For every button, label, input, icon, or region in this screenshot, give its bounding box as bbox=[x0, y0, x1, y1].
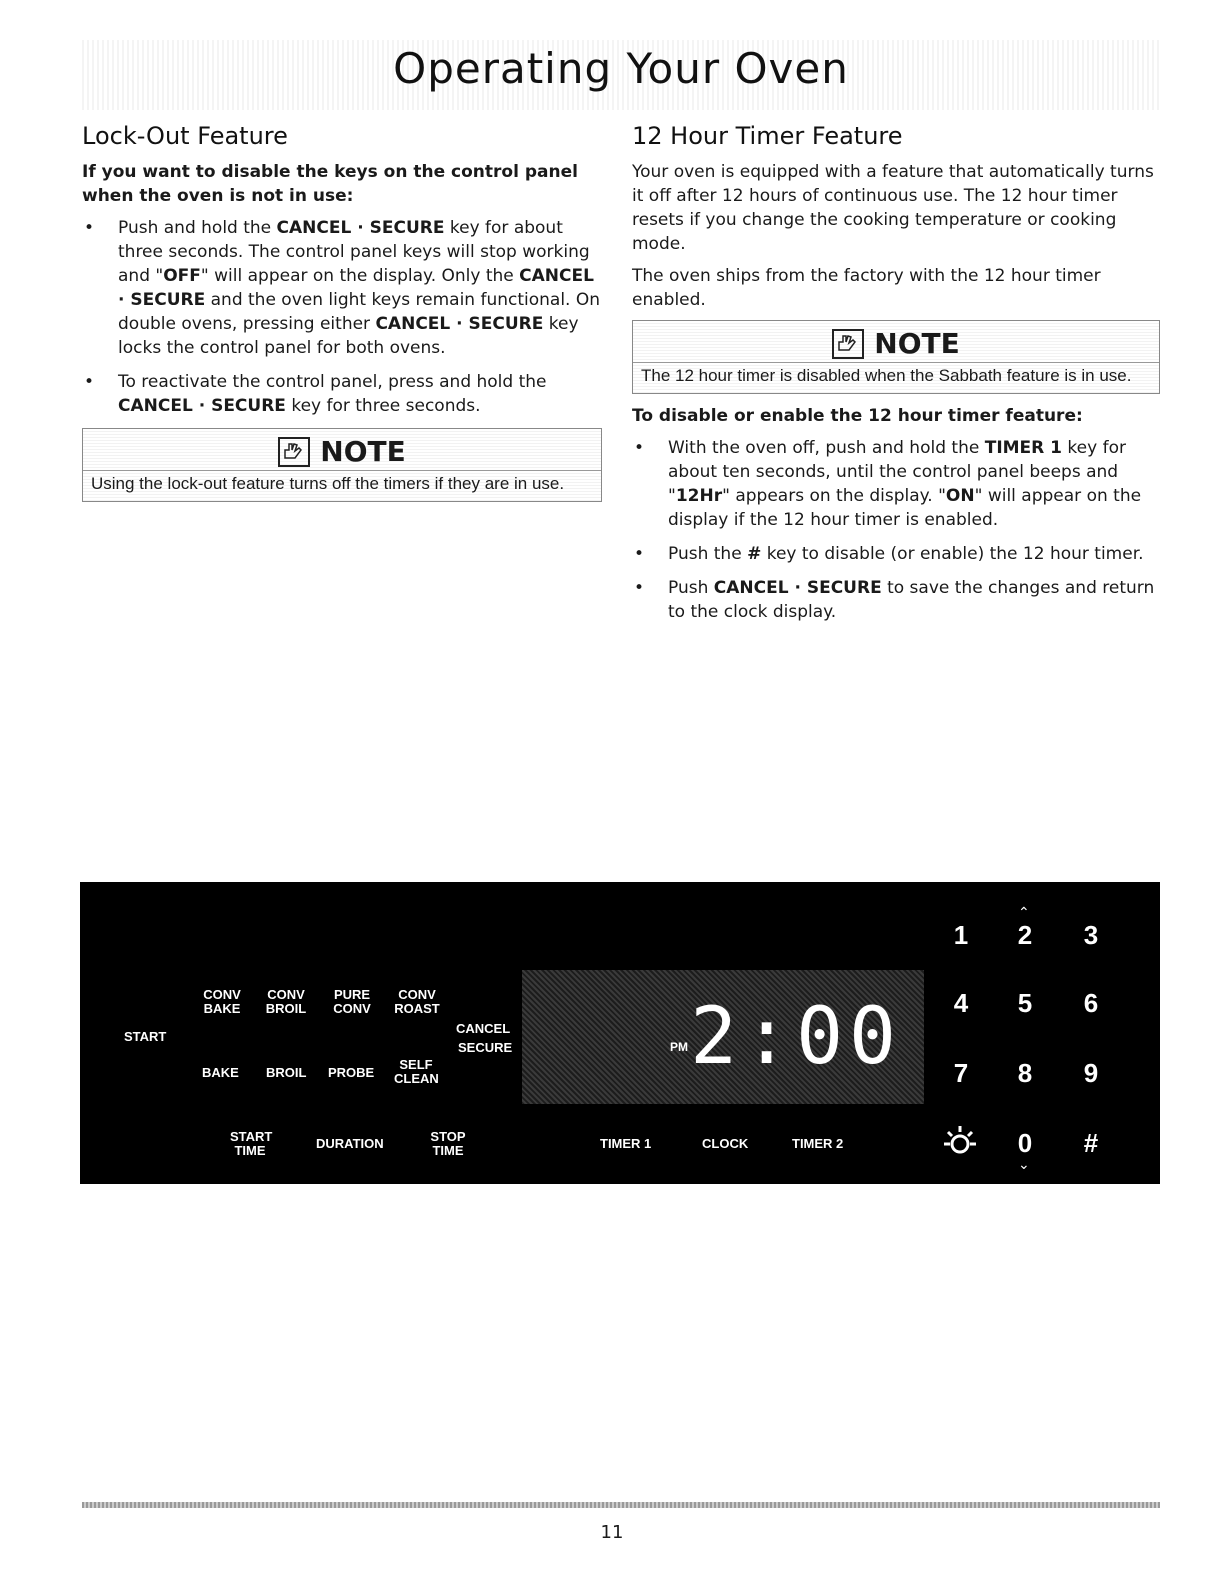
key-0: 0 bbox=[1017, 1128, 1033, 1158]
clock-display bbox=[522, 970, 924, 1104]
list-item: • Push CANCEL · SECURE to save the changes and return to the clock display. bbox=[634, 578, 1155, 622]
lockout-heading: Lock-Out Feature bbox=[82, 122, 288, 150]
note-hand-icon bbox=[278, 437, 310, 467]
timer1-key: TIMER 1 bbox=[600, 1136, 652, 1151]
lockout-section bbox=[82, 122, 602, 512]
key-9: 9 bbox=[1083, 1058, 1099, 1088]
probe-key: PROBE bbox=[328, 1065, 375, 1080]
oven-light-icon bbox=[942, 1124, 978, 1163]
timer-paragraph: The oven ships from the factory with the 12 hour timer enabled. bbox=[632, 266, 1101, 310]
lockout-list bbox=[82, 216, 602, 418]
list-item: • With the oven off, push and hold the TIMER 1 key for about ten seconds, until the control panel beeps and "12Hr" appears on the display. "ON" will appear on the display if the 12 hour timer is enabled. bbox=[634, 438, 1142, 530]
note-text: Using the lock-out feature turns off the timers if they are in use. bbox=[83, 470, 601, 501]
footer-rule bbox=[82, 1502, 1160, 1508]
note-hand-icon bbox=[832, 329, 864, 359]
timer-list bbox=[632, 436, 1160, 624]
oven-control-panel bbox=[80, 882, 1160, 1184]
timer-section bbox=[632, 122, 1160, 634]
timer-subheading: To disable or enable the 12 hour timer feature: bbox=[632, 406, 1083, 426]
note-box bbox=[82, 428, 602, 502]
bake-key: BAKE bbox=[202, 1065, 239, 1080]
key-7: 7 bbox=[953, 1058, 969, 1088]
key-5: 5 bbox=[1017, 988, 1033, 1018]
conv-roast-key: CONV ROAST bbox=[394, 987, 440, 1016]
note-label: NOTE bbox=[320, 435, 406, 468]
key-6: 6 bbox=[1083, 988, 1099, 1018]
pm-indicator: PM bbox=[670, 1040, 688, 1054]
list-item: • To reactivate the control panel, press and hold the CANCEL · SECURE key for three seconds. bbox=[84, 372, 547, 416]
pure-conv-key: PURE CONV bbox=[333, 987, 371, 1016]
list-item: • Push the # key to disable (or enable) the 12 hour timer. bbox=[634, 544, 1144, 564]
start-key: START bbox=[124, 1029, 167, 1044]
down-arrow-icon: ⌄ bbox=[1018, 1156, 1030, 1172]
stop-time-key: STOP TIME bbox=[430, 1129, 466, 1158]
self-clean-key: SELF CLEAN bbox=[394, 1057, 439, 1086]
broil-key: BROIL bbox=[266, 1065, 307, 1080]
note-label: NOTE bbox=[874, 327, 960, 360]
page-number: 11 bbox=[600, 1522, 624, 1543]
key-8: 8 bbox=[1017, 1058, 1033, 1088]
conv-bake-key: CONV BAKE bbox=[203, 987, 241, 1016]
clock-key: CLOCK bbox=[702, 1136, 749, 1151]
key-3: 3 bbox=[1083, 920, 1099, 950]
note-text: The 12 hour timer is disabled when the Sabbath feature is in use. bbox=[633, 362, 1159, 393]
list-item: • Push and hold the CANCEL · SECURE key for about three seconds. The control panel keys will stop working and "OFF" will appear on the display. Only the CANCEL · SECURE and the oven light keys remain functional. On double ovens, pressing either CANCEL · SECURE key locks the control panel for both ovens. bbox=[84, 218, 601, 358]
page-title: Operating Your Oven bbox=[393, 44, 849, 93]
up-arrow-icon: ⌃ bbox=[1018, 904, 1030, 920]
cancel-key: CANCEL bbox=[456, 1021, 511, 1036]
conv-broil-key: CONV BROIL bbox=[265, 987, 307, 1016]
secure-key: SECURE bbox=[458, 1040, 513, 1055]
timer-paragraph: Your oven is equipped with a feature that automatically turns it off after 12 hours of continuous use. The 12 hour timer resets if you change the cooking temperature or cooking mode. bbox=[632, 162, 1154, 254]
lockout-subheading: If you want to disable the keys on the control panel when the oven is not in use: bbox=[82, 162, 578, 206]
key-1: 1 bbox=[953, 920, 969, 950]
key-4: 4 bbox=[953, 988, 969, 1018]
key-hash: # bbox=[1083, 1128, 1099, 1158]
title-banner bbox=[82, 40, 1160, 110]
duration-key: DURATION bbox=[316, 1136, 384, 1151]
timer-heading: 12 Hour Timer Feature bbox=[632, 122, 903, 150]
note-box bbox=[632, 320, 1160, 394]
display-time: 2:00 bbox=[690, 992, 902, 1082]
key-2: 2 bbox=[1017, 920, 1033, 950]
start-time-key: START TIME bbox=[230, 1129, 273, 1158]
timer2-key: TIMER 2 bbox=[792, 1136, 844, 1151]
